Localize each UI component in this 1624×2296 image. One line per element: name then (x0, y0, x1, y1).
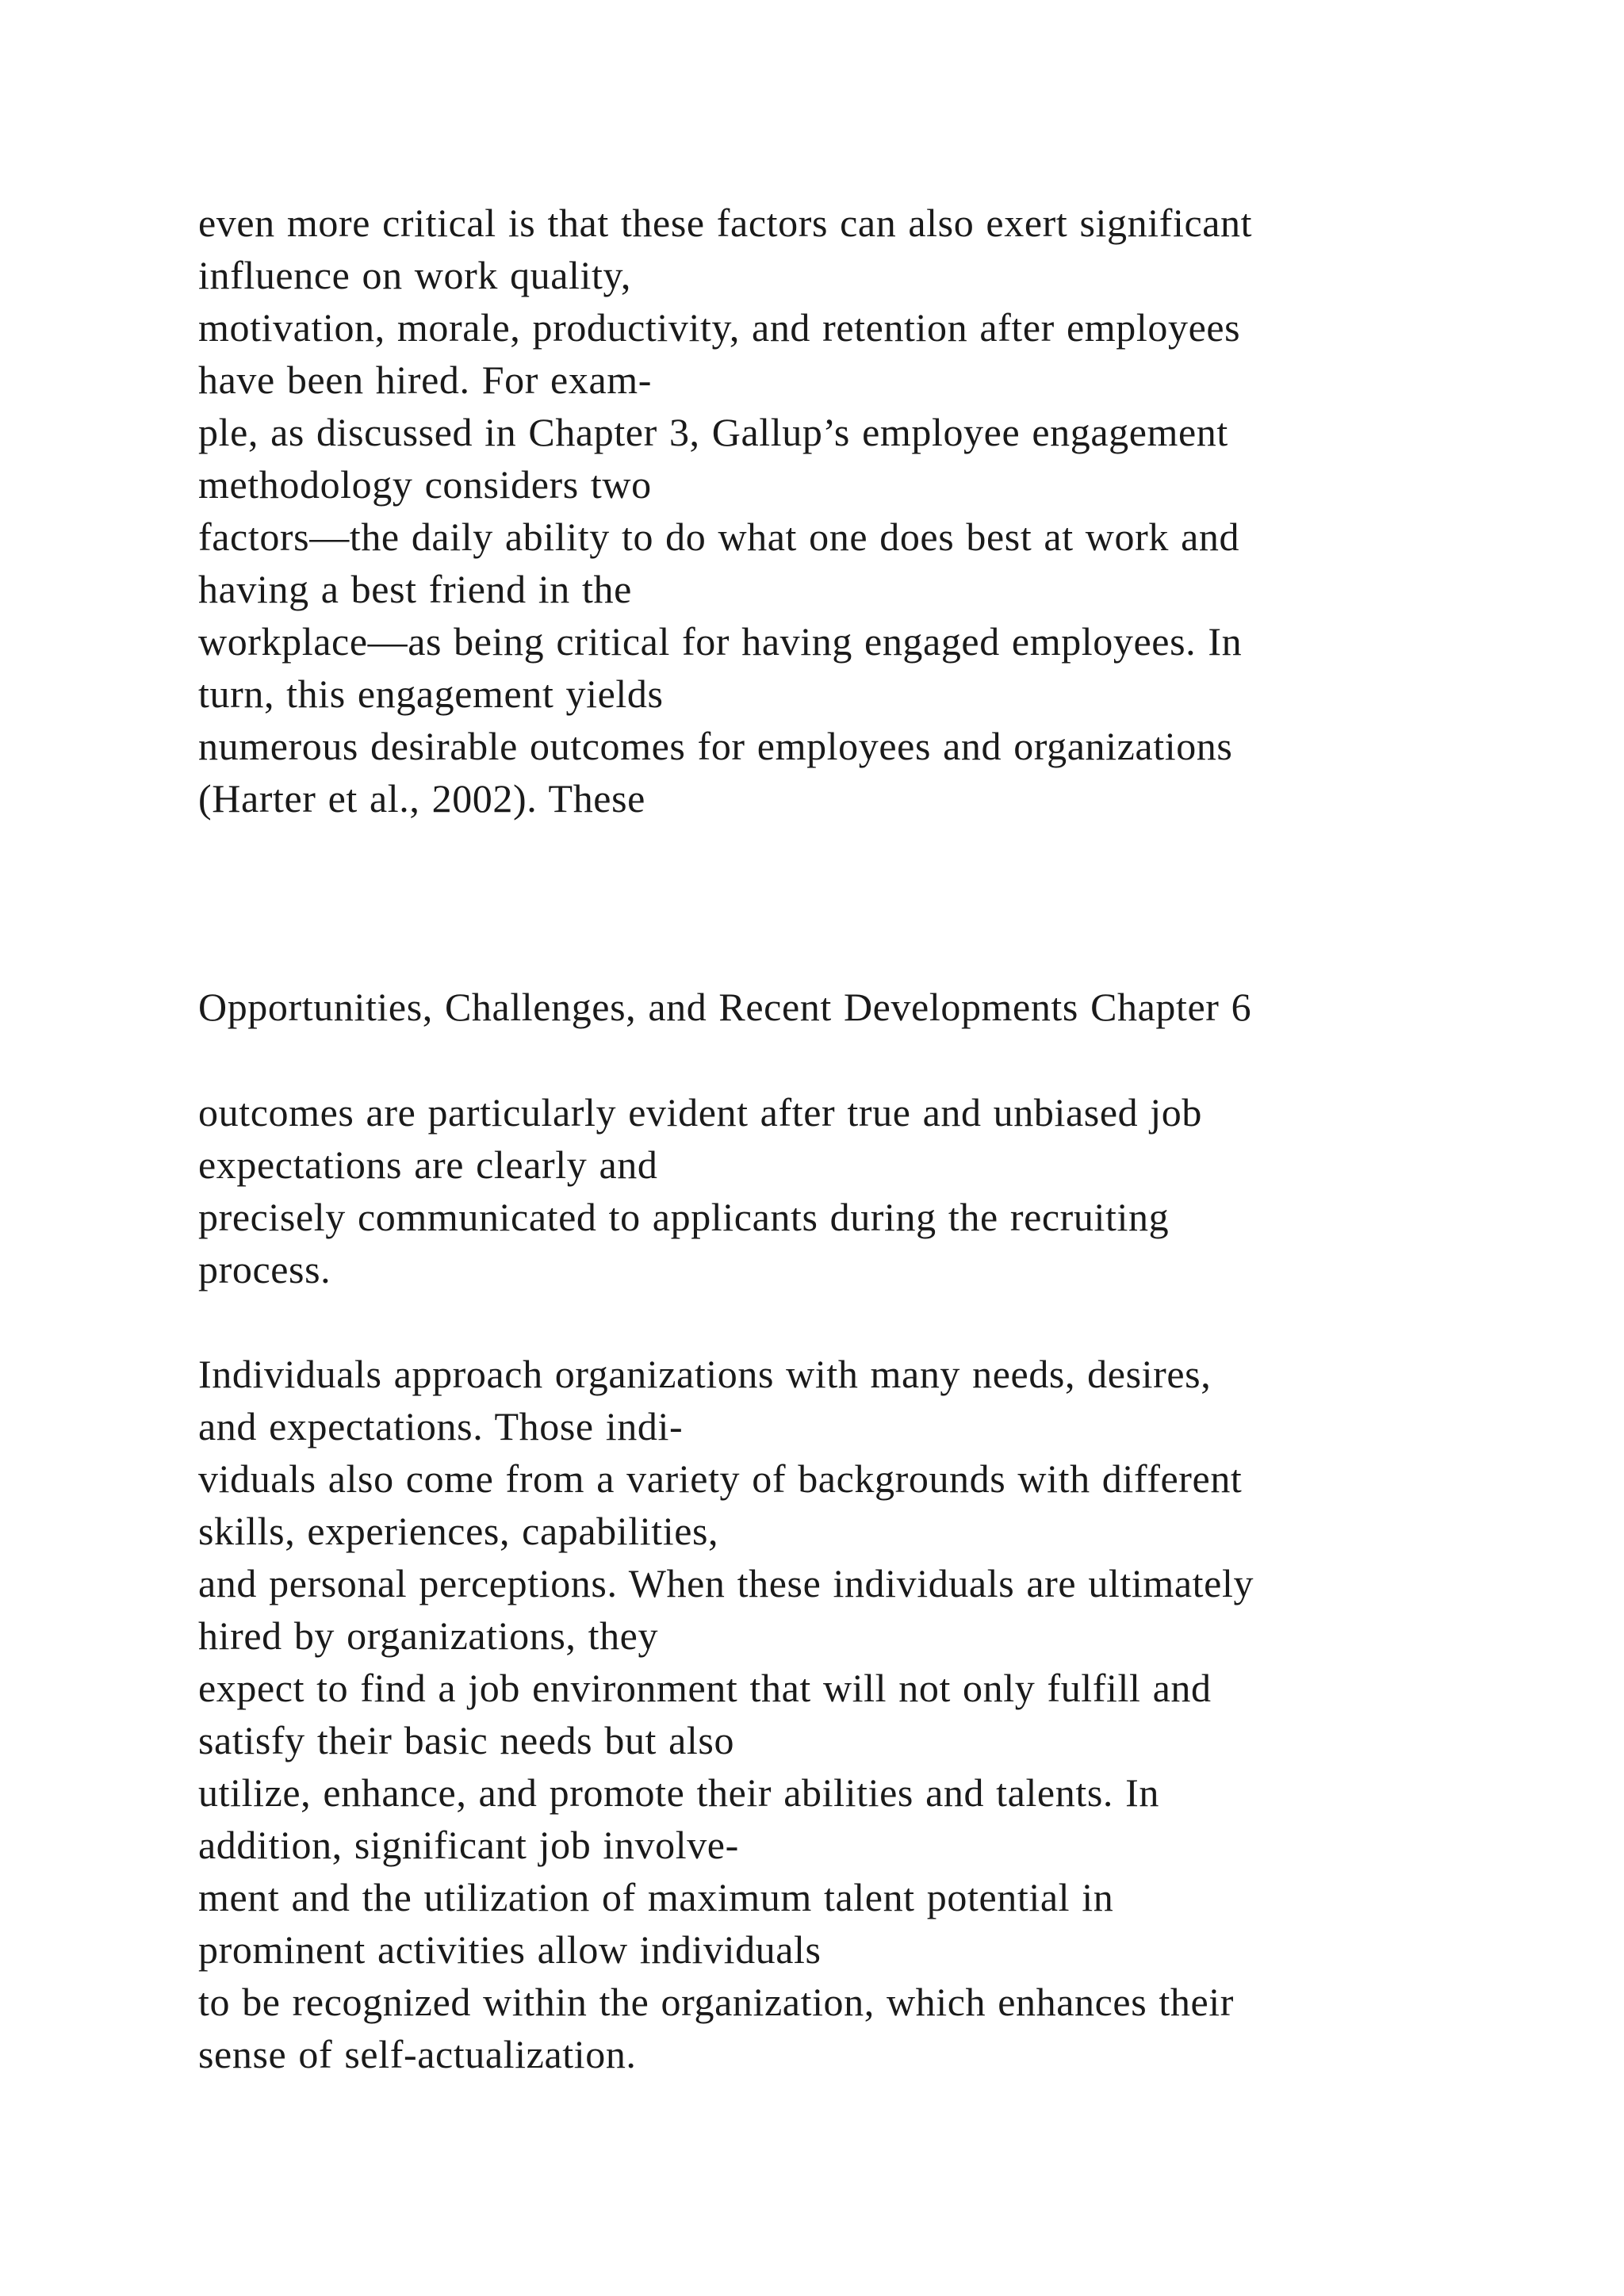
text-line: have been hired. For exam- (198, 358, 652, 402)
text-line: outcomes are particularly evident after true and unbiased job (198, 1090, 1203, 1135)
text-line: even more critical is that these factors can also exert significant (198, 201, 1253, 245)
text-line: satisfy their basic needs but also (198, 1718, 735, 1762)
text-line: addition, significant job involve- (198, 1823, 739, 1867)
text-line: expect to find a job environment that will not only fulfill and (198, 1666, 1212, 1710)
text-line: motivation, morale, productivity, and retention after employees (198, 305, 1241, 350)
running-header (198, 981, 1546, 1033)
text-line: ment and the utilization of maximum talent potential in (198, 1875, 1114, 1919)
paragraph-outcomes (198, 1086, 1546, 1295)
text-line: (Harter et al., 2002). These (198, 776, 645, 821)
text-line: having a best friend in the (198, 567, 632, 611)
text-line: prominent activities allow individuals (198, 1927, 822, 1972)
text-line: expectations are clearly and (198, 1142, 658, 1187)
chapter-header: Opportunities, Challenges, and Recent Developments Chapter 6 (198, 985, 1252, 1029)
text-line: skills, experiences, capabilities, (198, 1509, 719, 1553)
text-line: to be recognized within the organization, which enhances their (198, 1980, 1235, 2024)
text-line: precisely communicated to applicants during the recruiting (198, 1195, 1170, 1239)
text-line: sense of self-actualization. (198, 2032, 637, 2076)
text-line: viduals also come from a variety of backgrounds with different (198, 1456, 1243, 1501)
text-line: factors—the daily ability to do what one does best at work and (198, 515, 1240, 559)
text-line: Individuals approach organizations with many needs, desires, (198, 1352, 1212, 1396)
text-line: hired by organizations, they (198, 1613, 659, 1658)
text-line: numerous desirable outcomes for employees and organizations (198, 724, 1233, 768)
text-line: process. (198, 1247, 331, 1292)
text-line: methodology considers two (198, 462, 652, 507)
text-line: turn, this engagement yields (198, 672, 664, 716)
paragraph-individuals (198, 1348, 1546, 2080)
text-line: utilize, enhance, and promote their abilities and talents. In (198, 1770, 1159, 1815)
text-line: and expectations. Those indi- (198, 1404, 684, 1448)
text-line: ple, as discussed in Chapter 3, Gallup’s employee engagement (198, 410, 1228, 454)
text-line: workplace—as being critical for having engaged employees. In (198, 619, 1243, 664)
text-line: influence on work quality, (198, 253, 631, 297)
text-line: and personal perceptions. When these individuals are ultimately (198, 1561, 1254, 1605)
paragraph-engagement (198, 197, 1546, 825)
